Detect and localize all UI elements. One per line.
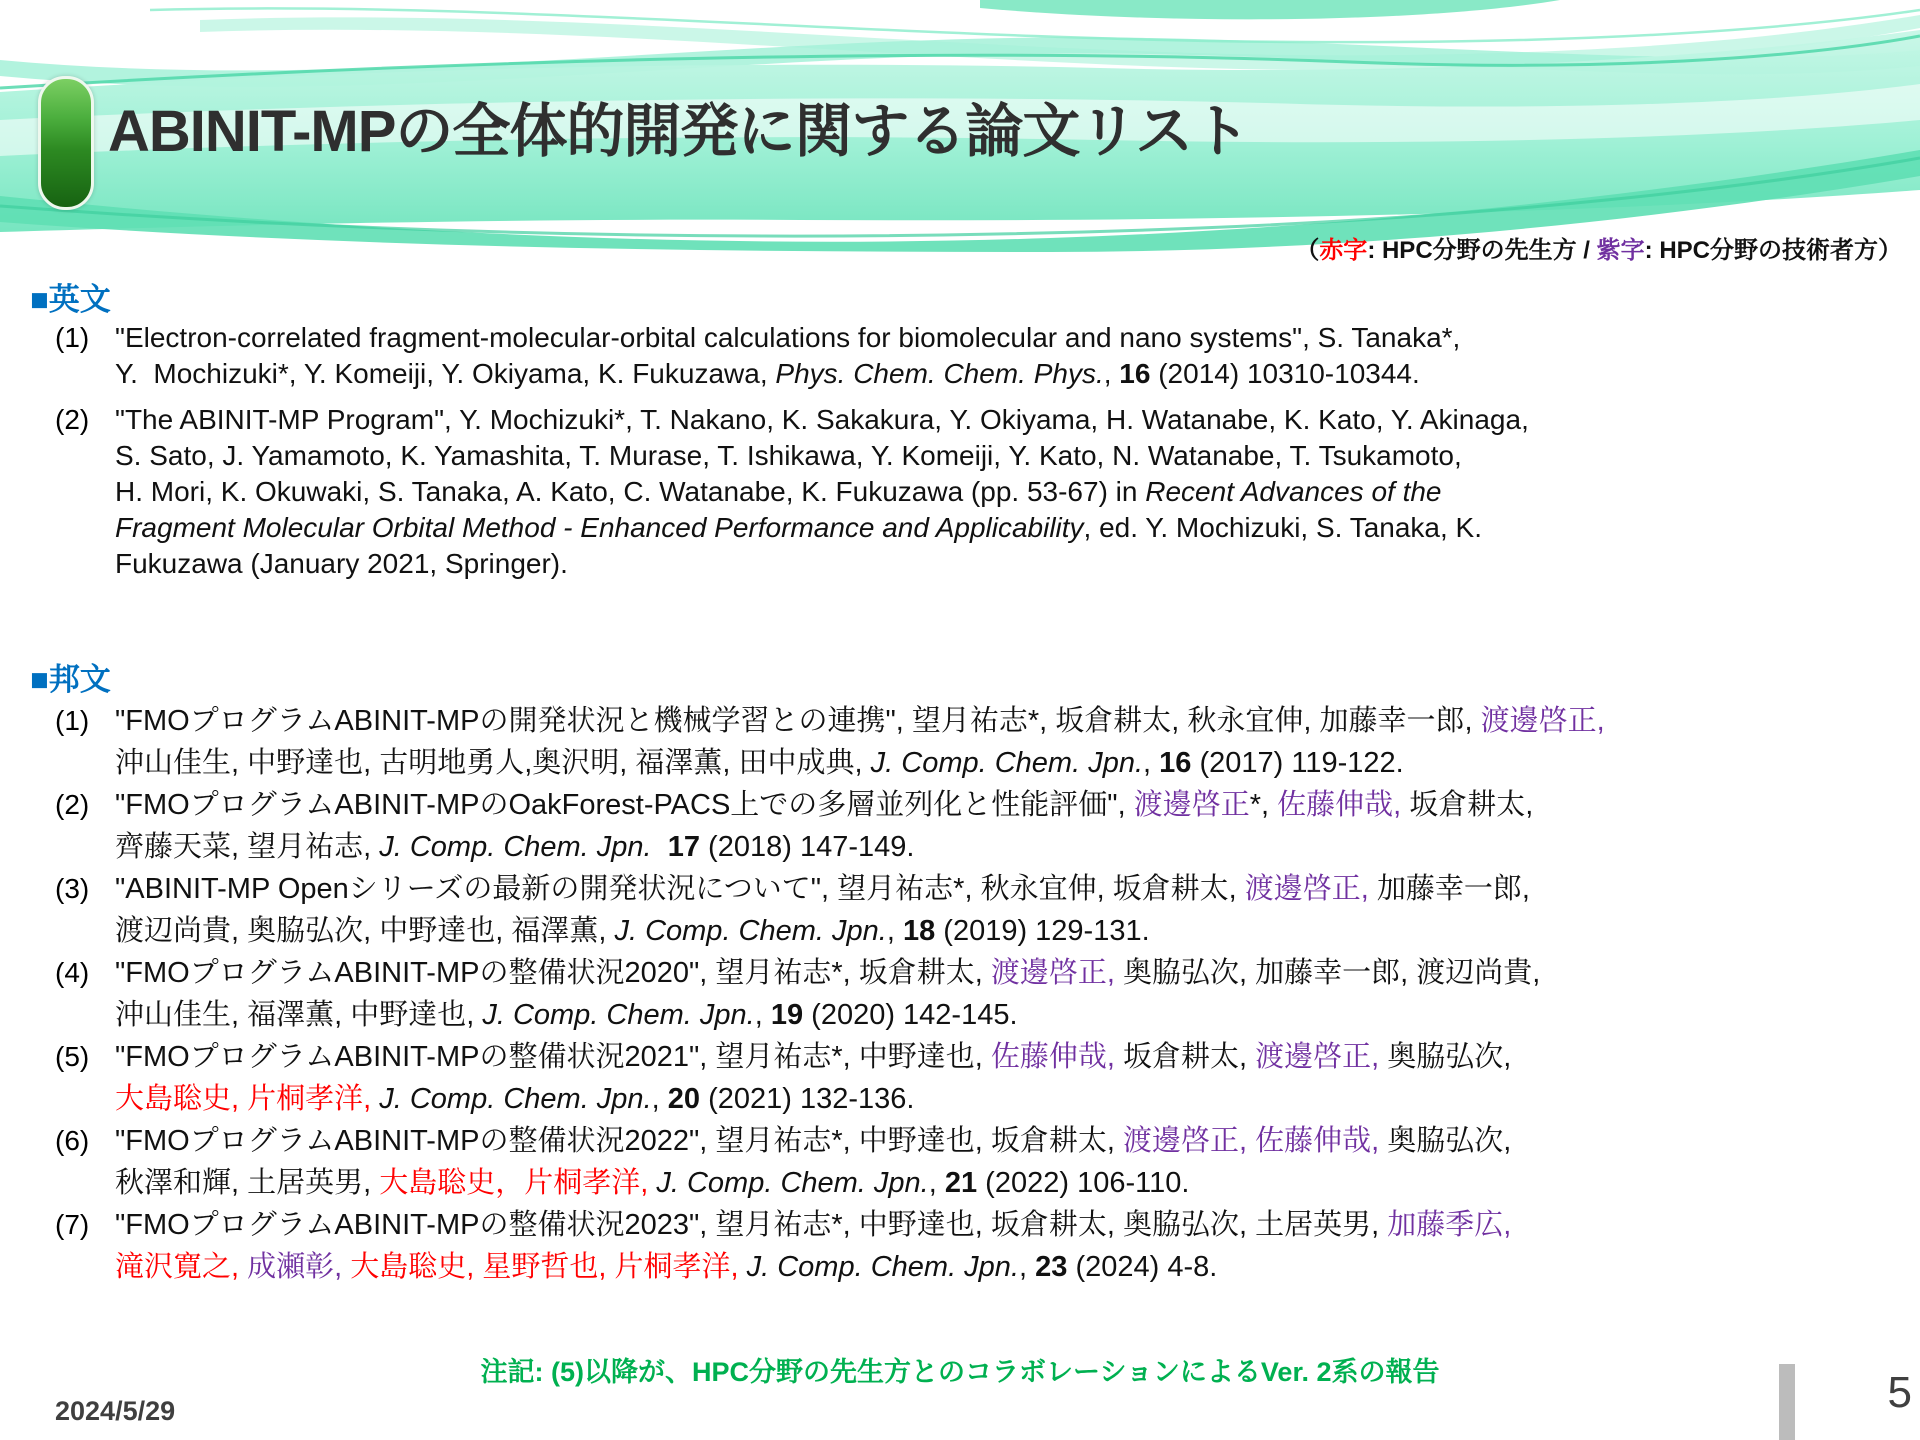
text-segment: : HPC分野の技術者方） bbox=[1644, 237, 1902, 264]
reference-line bbox=[115, 1204, 1902, 1246]
reference-number: (2) bbox=[55, 789, 90, 820]
text-segment: 大島聡史, bbox=[115, 1083, 240, 1115]
reference-item bbox=[30, 1204, 1902, 1288]
references bbox=[30, 280, 1902, 1288]
text-segment: "Electron-correlated fragment-molecular-orbital calculations for biomolecular and nano systems", S. Tanaka*, bbox=[115, 322, 1461, 353]
reference-line bbox=[115, 474, 1902, 510]
reference-line bbox=[115, 952, 1902, 994]
text-segment: "FMOプログラムABINIT-MPのOakForest-PACS上での多層並列化と性能評価", bbox=[115, 789, 1134, 821]
text-segment: 大島聡史, bbox=[350, 1251, 475, 1283]
text-segment: 16 bbox=[1159, 747, 1192, 779]
section-ja bbox=[30, 660, 1902, 1288]
text-segment: Fukuzawa (January 2021, Springer). bbox=[115, 548, 568, 579]
reference-line bbox=[115, 784, 1902, 826]
text-segment: Recent Advances of the bbox=[1145, 476, 1442, 507]
text-segment: (2022) 106-110. bbox=[977, 1167, 1190, 1199]
reference-number: (1) bbox=[55, 705, 90, 736]
reference-item bbox=[30, 952, 1902, 1036]
text-segment: 紫字 bbox=[1596, 237, 1645, 264]
text-segment: 23 bbox=[1035, 1251, 1068, 1283]
text-segment: J. Comp. Chem. Jpn. bbox=[379, 1083, 652, 1115]
section-heading: ■邦文 bbox=[30, 662, 111, 697]
text-segment: "FMOプログラムABINIT-MPの整備状況2022", 望月祐志*, 中野達也, 坂倉耕太, bbox=[115, 1125, 1123, 1157]
text-segment: 滝沢寛之, bbox=[115, 1251, 240, 1283]
reference-line bbox=[115, 510, 1902, 546]
section-heading: ■英文 bbox=[30, 282, 111, 317]
text-segment: 渡邊啓正, bbox=[990, 957, 1115, 989]
reference-line bbox=[115, 994, 1902, 1036]
reference-number: (6) bbox=[55, 1125, 90, 1156]
text-segment: 20 bbox=[667, 1083, 701, 1115]
text-segment: Phys. Chem. Chem. Phys. bbox=[775, 358, 1104, 389]
text-segment bbox=[239, 1251, 247, 1283]
reference-line bbox=[115, 868, 1902, 910]
reference-line bbox=[115, 1246, 1902, 1288]
text-segment: "FMOプログラムABINIT-MPの開発状況と機械学習との連携", 望月祐志*, 坂倉耕太, 秋永宜伸, 加藤幸一郎, bbox=[115, 705, 1481, 737]
text-segment: "FMOプログラムABINIT-MPの整備状況2021", 望月祐志*, 中野達也, bbox=[115, 1041, 991, 1073]
reference-number: (5) bbox=[55, 1041, 90, 1072]
footer-divider-bar bbox=[1779, 1364, 1795, 1440]
reference-line bbox=[115, 742, 1902, 784]
text-segment: (2018) 147-149. bbox=[700, 831, 915, 863]
text-segment: 渡邊啓正, bbox=[1480, 705, 1605, 737]
text-segment: J. Comp. Chem. Jpn. bbox=[614, 915, 887, 947]
text-segment: 奥脇弘次, bbox=[1379, 1041, 1512, 1073]
title-accent-capsule bbox=[38, 76, 94, 210]
text-segment bbox=[652, 831, 668, 863]
footnote: 注記: (5)以降が、HPC分野の先生方とのコラボレーションによるVer. 2系の報告 bbox=[480, 1357, 1440, 1387]
text-segment: 16 bbox=[1119, 358, 1151, 389]
page-title: ABINIT-MPの全体的開発に関する論文リスト bbox=[108, 99, 1250, 164]
text-segment: Y. Mochizuki*, Y. Komeiji, Y. Okiyama, K. Fukuzawa, bbox=[115, 358, 776, 389]
reference-item bbox=[30, 1120, 1902, 1204]
reference-item bbox=[30, 700, 1902, 784]
text-segment: S. Sato, J. Yamamoto, K. Yamashita, T. Murase, T. Ishikawa, Y. Komeiji, Y. Kato, N. Watanabe, T. Tsukamoto, bbox=[115, 440, 1462, 471]
text-segment: , bbox=[1143, 747, 1160, 779]
slide-date: 2024/5/29 bbox=[55, 1396, 176, 1426]
text-segment: 大島聡史，片桐孝洋, bbox=[379, 1167, 649, 1199]
text-segment bbox=[606, 1251, 614, 1283]
text-segment: 沖山佳生, 中野達也, 古明地勇人,奥沢明, 福澤薫, 田中成典, bbox=[115, 747, 871, 779]
text-segment: 17 bbox=[667, 831, 700, 863]
text-segment: (2021) 132-136. bbox=[700, 1083, 915, 1115]
reference-number: (2) bbox=[55, 404, 90, 435]
text-segment: 19 bbox=[770, 999, 804, 1031]
reference-line bbox=[115, 402, 1902, 438]
text-segment: J. Comp. Chem. Jpn. bbox=[870, 747, 1144, 779]
text-segment: 沖山佳生, 福澤薫, 中野達也, bbox=[115, 999, 483, 1031]
text-segment: 渡邊啓正, bbox=[1255, 1041, 1380, 1073]
reference-number: (4) bbox=[55, 957, 90, 988]
reference-line bbox=[115, 356, 1902, 392]
text-segment: (2024) 4-8. bbox=[1067, 1251, 1218, 1283]
text-segment: 渡邊啓正 bbox=[1133, 789, 1250, 821]
text-segment: (2014) 10310-10344. bbox=[1150, 358, 1420, 389]
text-segment: Fragment Molecular Orbital Method - Enhanced Performance and Applicability bbox=[115, 512, 1084, 543]
text-segment: 渡邊啓正, bbox=[1123, 1125, 1248, 1157]
reference-number: (7) bbox=[55, 1209, 90, 1240]
text-segment: , bbox=[1019, 1251, 1036, 1283]
text-segment: 佐藤伸哉, bbox=[1255, 1125, 1380, 1157]
reference-item bbox=[30, 1036, 1902, 1120]
reference-line bbox=[115, 1036, 1902, 1078]
reference-line bbox=[115, 826, 1902, 868]
text-segment: 坂倉耕太, bbox=[1114, 1041, 1256, 1073]
reference-line bbox=[115, 438, 1902, 474]
text-segment: 21 bbox=[944, 1167, 978, 1199]
reference-item bbox=[30, 320, 1902, 392]
text-segment: "The ABINIT-MP Program", Y. Mochizuki*, T. Nakano, K. Sakakura, Y. Okiyama, H. Watanabe, K. Kato, Y. Akinaga, bbox=[115, 404, 1529, 435]
text-segment: 奥脇弘次, 加藤幸一郎, 渡辺尚貴, bbox=[1114, 957, 1541, 989]
text-segment: H. Mori, K. Okuwaki, S. Tanaka, A. Kato, C. Watanabe, K. Fukuzawa (pp. 53-67) in bbox=[115, 476, 1146, 507]
text-segment: "FMOプログラムABINIT-MPの整備状況2020", 望月祐志*, 坂倉耕太, bbox=[115, 957, 991, 989]
section-en bbox=[30, 280, 1902, 582]
text-segment: 秋澤和輝, 土居英男, bbox=[115, 1167, 380, 1199]
reference-number: (3) bbox=[55, 873, 90, 904]
reference-item bbox=[30, 868, 1902, 952]
reference-line bbox=[115, 1120, 1902, 1162]
reference-line bbox=[115, 700, 1902, 742]
text-segment: , bbox=[651, 1083, 668, 1115]
text-segment: 成瀬彰, bbox=[247, 1251, 343, 1283]
text-segment: 渡辺尚貴, 奥脇弘次, 中野達也, 福澤薫, bbox=[115, 915, 615, 947]
text-segment: 星野哲也, bbox=[482, 1251, 607, 1283]
text-segment: 加藤幸一郎, bbox=[1368, 873, 1530, 905]
color-legend bbox=[1295, 230, 1902, 265]
text-segment: (2017) 119-122. bbox=[1191, 747, 1404, 779]
text-segment: 佐藤伸哉, bbox=[990, 1041, 1115, 1073]
text-segment: , bbox=[754, 999, 771, 1031]
text-segment: "ABINIT-MP Openシリーズの最新の開発状況について", 望月祐志*, 秋永宜伸, 坂倉耕太, bbox=[115, 873, 1245, 905]
text-segment: J. Comp. Chem. Jpn. bbox=[482, 999, 755, 1031]
text-segment: 奥脇弘次, bbox=[1379, 1125, 1512, 1157]
text-segment: 加藤季広, bbox=[1387, 1209, 1512, 1241]
text-segment bbox=[1247, 1125, 1255, 1157]
text-segment bbox=[739, 1251, 747, 1283]
text-segment: , bbox=[886, 915, 903, 947]
text-segment: (2020) 142-145. bbox=[803, 999, 1018, 1031]
text-segment: J. Comp. Chem. Jpn. bbox=[379, 831, 652, 863]
text-segment: 渡邊啓正, bbox=[1244, 873, 1369, 905]
reference-item bbox=[30, 402, 1902, 582]
text-segment: 赤字 bbox=[1319, 237, 1368, 264]
page-number: 5 bbox=[1887, 1368, 1912, 1417]
text-segment: : HPC分野の先生方 / bbox=[1367, 237, 1597, 264]
text-segment: "FMOプログラムABINIT-MPの整備状況2023", 望月祐志*, 中野達也, 坂倉耕太, 奥脇弘次, 土居英男, bbox=[115, 1209, 1388, 1241]
text-segment: 坂倉耕太, bbox=[1401, 789, 1534, 821]
text-segment bbox=[239, 1083, 247, 1115]
text-segment: 18 bbox=[902, 915, 936, 947]
reference-line bbox=[115, 1162, 1902, 1204]
reference-item bbox=[30, 784, 1902, 868]
text-segment: 齊藤天菜, 望月祐志, bbox=[115, 831, 380, 863]
reference-number: (1) bbox=[55, 322, 90, 353]
reference-line bbox=[115, 320, 1902, 356]
text-segment: (2019) 129-131. bbox=[935, 915, 1150, 947]
reference-line bbox=[115, 1078, 1902, 1120]
text-segment: , ed. Y. Mochizuki, S. Tanaka, K. bbox=[1083, 512, 1482, 543]
text-segment: 片桐孝洋, bbox=[614, 1251, 739, 1283]
reference-line bbox=[115, 910, 1902, 952]
text-segment: , bbox=[1103, 358, 1120, 389]
text-segment: *, bbox=[1249, 789, 1278, 821]
text-segment: J. Comp. Chem. Jpn. bbox=[656, 1167, 929, 1199]
text-segment: （ bbox=[1295, 237, 1320, 264]
reference-line bbox=[115, 546, 1902, 582]
text-segment: 佐藤伸哉, bbox=[1277, 789, 1402, 821]
text-segment: J. Comp. Chem. Jpn. bbox=[746, 1251, 1019, 1283]
text-segment: , bbox=[928, 1167, 945, 1199]
text-segment: 片桐孝洋, bbox=[247, 1083, 372, 1115]
